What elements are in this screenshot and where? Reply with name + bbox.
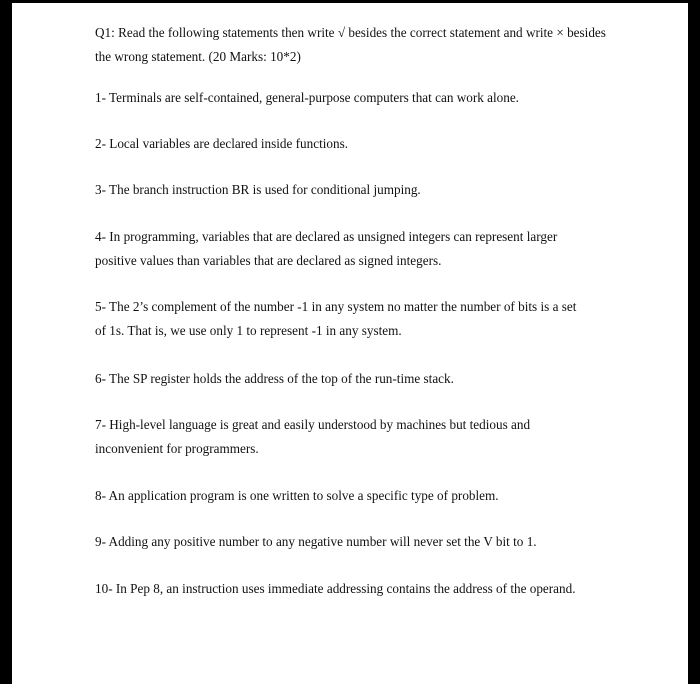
statement-9: 9- Adding any positive number to any negative number will never set the V bit to 1.	[95, 534, 537, 549]
statement-2: 2- Local variables are declared inside functions.	[95, 136, 349, 151]
question-heading-line2: the wrong statement. (20 Marks: 10*2)	[95, 49, 301, 64]
statement-4-line1: 4- In programming, variables that are declared as unsigned integers can represent larger	[95, 229, 558, 244]
document-page	[12, 3, 688, 684]
right-border	[688, 0, 700, 684]
statement-3: 3- The branch instruction BR is used for conditional jumping.	[95, 182, 421, 197]
statement-5-line2: of 1s. That is, we use only 1 to represent -1 in any system.	[95, 323, 402, 338]
left-border	[0, 0, 12, 684]
statement-4-line2: positive values than variables that are declared as signed integers.	[95, 253, 442, 268]
statement-7-line1: 7- High-level language is great and easily understood by machines but tedious and	[95, 417, 531, 432]
statement-7-line2: inconvenient for programmers.	[95, 441, 259, 456]
question-heading-line1: Q1: Read the following statements then write √ besides the correct statement and write × besides	[95, 25, 606, 40]
statement-10: 10- In Pep 8, an instruction uses immediate addressing contains the address of the operand.	[95, 581, 576, 596]
statement-1: 1- Terminals are self-contained, general-purpose computers that can work alone.	[95, 90, 519, 105]
statement-5-line1: 5- The 2’s complement of the number -1 in any system no matter the number of bits is a set	[95, 299, 577, 314]
statement-6: 6- The SP register holds the address of the top of the run-time stack.	[95, 371, 454, 386]
statement-8: 8- An application program is one written to solve a specific type of problem.	[95, 488, 499, 503]
